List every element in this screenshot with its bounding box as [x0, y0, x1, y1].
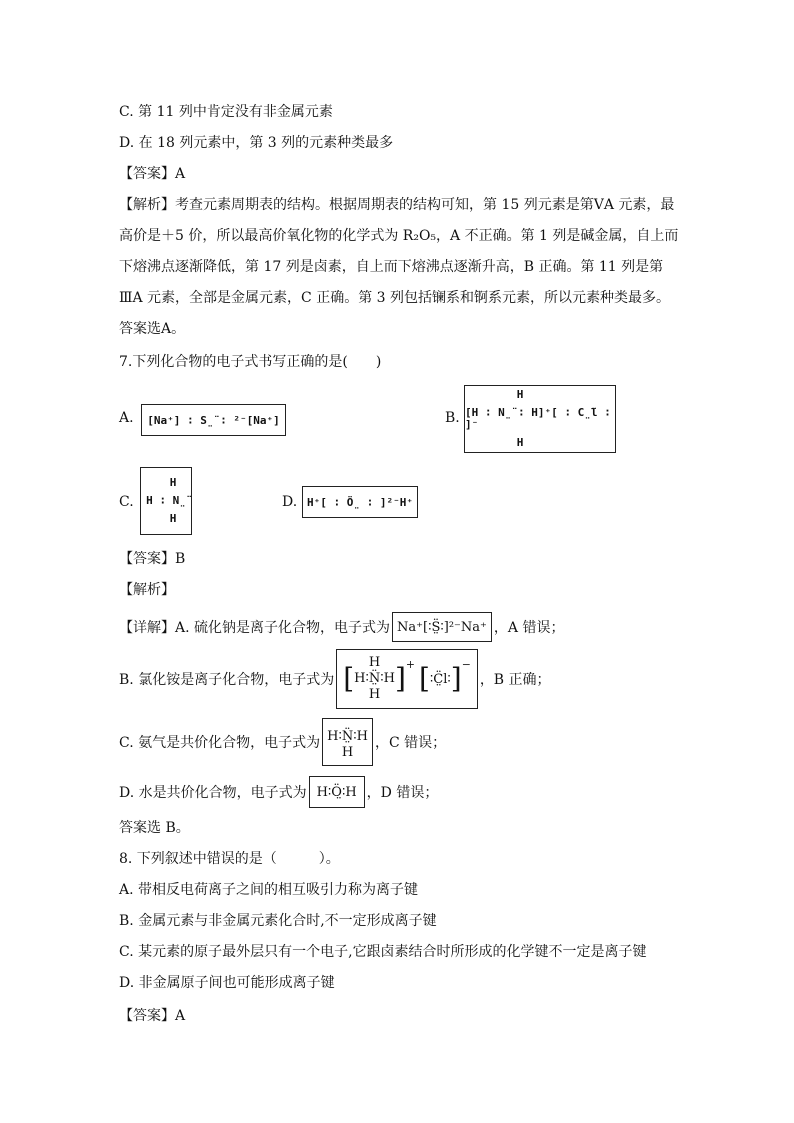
- detail-b-open-bracket: [: [343, 662, 355, 695]
- detail-b-minus: −: [461, 658, 471, 671]
- option-a-formula: [Na⁺] ∶ S̤̈ ∶ ²⁻[Na⁺]: [141, 404, 286, 436]
- detail-c-main: H∶N̤̈∶H: [327, 729, 368, 744]
- option-a-label: A.: [119, 410, 134, 426]
- detail-d-text: D. 水是共价化合物，电子式为: [119, 785, 307, 801]
- question-8-stem: 8. 下列叙述中错误的是（ ）。: [119, 851, 340, 867]
- detail-d-formula: H∶Ö̤∶H: [309, 776, 365, 808]
- detail-a-verdict: ，A 错误；: [493, 620, 565, 636]
- detail-b-text: B. 氯化铵是离子化合物，电子式为: [119, 672, 335, 688]
- detail-b-main: H∶N̤̈∶H: [354, 671, 395, 686]
- option-c-formula: [140, 467, 192, 535]
- option-b-top-h: H: [516, 388, 524, 401]
- detail-b-verdict: ，B 正确；: [479, 672, 551, 688]
- detail-c-formula: [322, 718, 373, 766]
- line-q7-analysis-head: 【解析】: [119, 582, 175, 598]
- question-8-option-a: A. 带相反电荷离子之间的相互吸引力称为离子键: [119, 882, 419, 898]
- option-c-main: H ∶ N̤̈: [146, 494, 186, 507]
- detail-c-bottom-h: H: [341, 745, 354, 760]
- detail-b-row: [119, 648, 551, 710]
- detail-b-formula: [336, 649, 478, 709]
- line-q6-answer: 【答案】A: [119, 166, 186, 182]
- detail-d-row: [119, 776, 438, 808]
- option-b-main: [H ∶ N̤̈ ∶ H]⁺[ ∶ C̤̈l ∶ ]⁻: [465, 406, 611, 431]
- option-b-bottom-h: H: [516, 436, 524, 449]
- detail-c-row: [119, 718, 446, 766]
- line-q7-conclusion: 答案选 B。: [119, 820, 190, 836]
- detail-b-close-bracket-2: ]: [450, 662, 462, 695]
- option-d-label: D.: [282, 494, 298, 510]
- detail-c-verdict: ，C 错误；: [374, 735, 447, 751]
- line-q7-answer: 【答案】B: [119, 551, 186, 567]
- detail-b-top-h: H: [368, 655, 381, 670]
- question-8-option-c: C. 某元素的原子最外层只有一个电子,它跟卤素结合时所形成的化学键不一定是离子键: [119, 944, 647, 960]
- line-q6-option-c: C. 第 11 列中肯定没有非金属元素: [119, 104, 333, 120]
- option-c-top-h: H: [169, 476, 177, 489]
- detail-c-stack: [327, 725, 368, 759]
- option-c-stack: [146, 477, 186, 525]
- option-b-label: B.: [445, 410, 460, 426]
- question-8-option-b: B. 金属元素与非金属元素化合时,不一定形成离子键: [119, 913, 437, 929]
- option-c-label: C.: [119, 494, 134, 510]
- paragraph-q6-analysis: 【解析】考查元素周期表的结构。根据周期表的结构可知，第 15 列元素是第ⅤA 元素，最高价是＋5 价，所以最高价氧化物的化学式为 R₂O₅，A 不正确。第 1 列是碱金属，自上而下熔沸点逐渐降低，第 17 列是卤素，自上而下熔沸点逐渐升高，B 正确。第 11 列是第ⅢA 元素，全部是金属元素，C 正确。第 3 列包括镧系和锕系元素，所以元素种类最多。答案选A。: [119, 197, 679, 337]
- question-7-stem: 7.下列化合物的电子式书写正确的是( ): [119, 354, 382, 370]
- detail-b-open-bracket-2: [: [418, 662, 430, 695]
- detail-d-verdict: ，D 错误；: [366, 785, 439, 801]
- detail-a-row: [119, 612, 564, 642]
- question-8-option-d: D. 非金属原子间也可能形成离子键: [119, 975, 335, 991]
- option-d-formula: H⁺[ ∶ Ö̤ ∶ ]²⁻H⁺: [302, 486, 418, 518]
- detail-b-bottom-h: H: [368, 687, 381, 702]
- option-b-formula: [464, 385, 616, 453]
- detail-a-formula: Na⁺[∶S̤̈∶]²⁻Na⁺: [392, 612, 492, 642]
- detail-b-chloride: ∶C̤̈l∶: [429, 671, 451, 687]
- detail-b-plus: +: [405, 658, 415, 671]
- detail-c-text: C. 氨气是共价化合物，电子式为: [119, 735, 321, 751]
- detail-b-stack: [354, 657, 395, 701]
- option-c-bottom-h: H: [169, 512, 177, 525]
- line-q6-option-d: D. 在 18 列元素中，第 3 列的元素种类最多: [119, 135, 394, 151]
- option-b-stack: [465, 389, 615, 449]
- line-q8-answer: 【答案】A: [119, 1008, 186, 1024]
- detail-b-close-bracket: ]: [394, 662, 406, 695]
- detail-a-text: 【详解】A. 硫化钠是离子化合物，电子式为: [119, 620, 391, 636]
